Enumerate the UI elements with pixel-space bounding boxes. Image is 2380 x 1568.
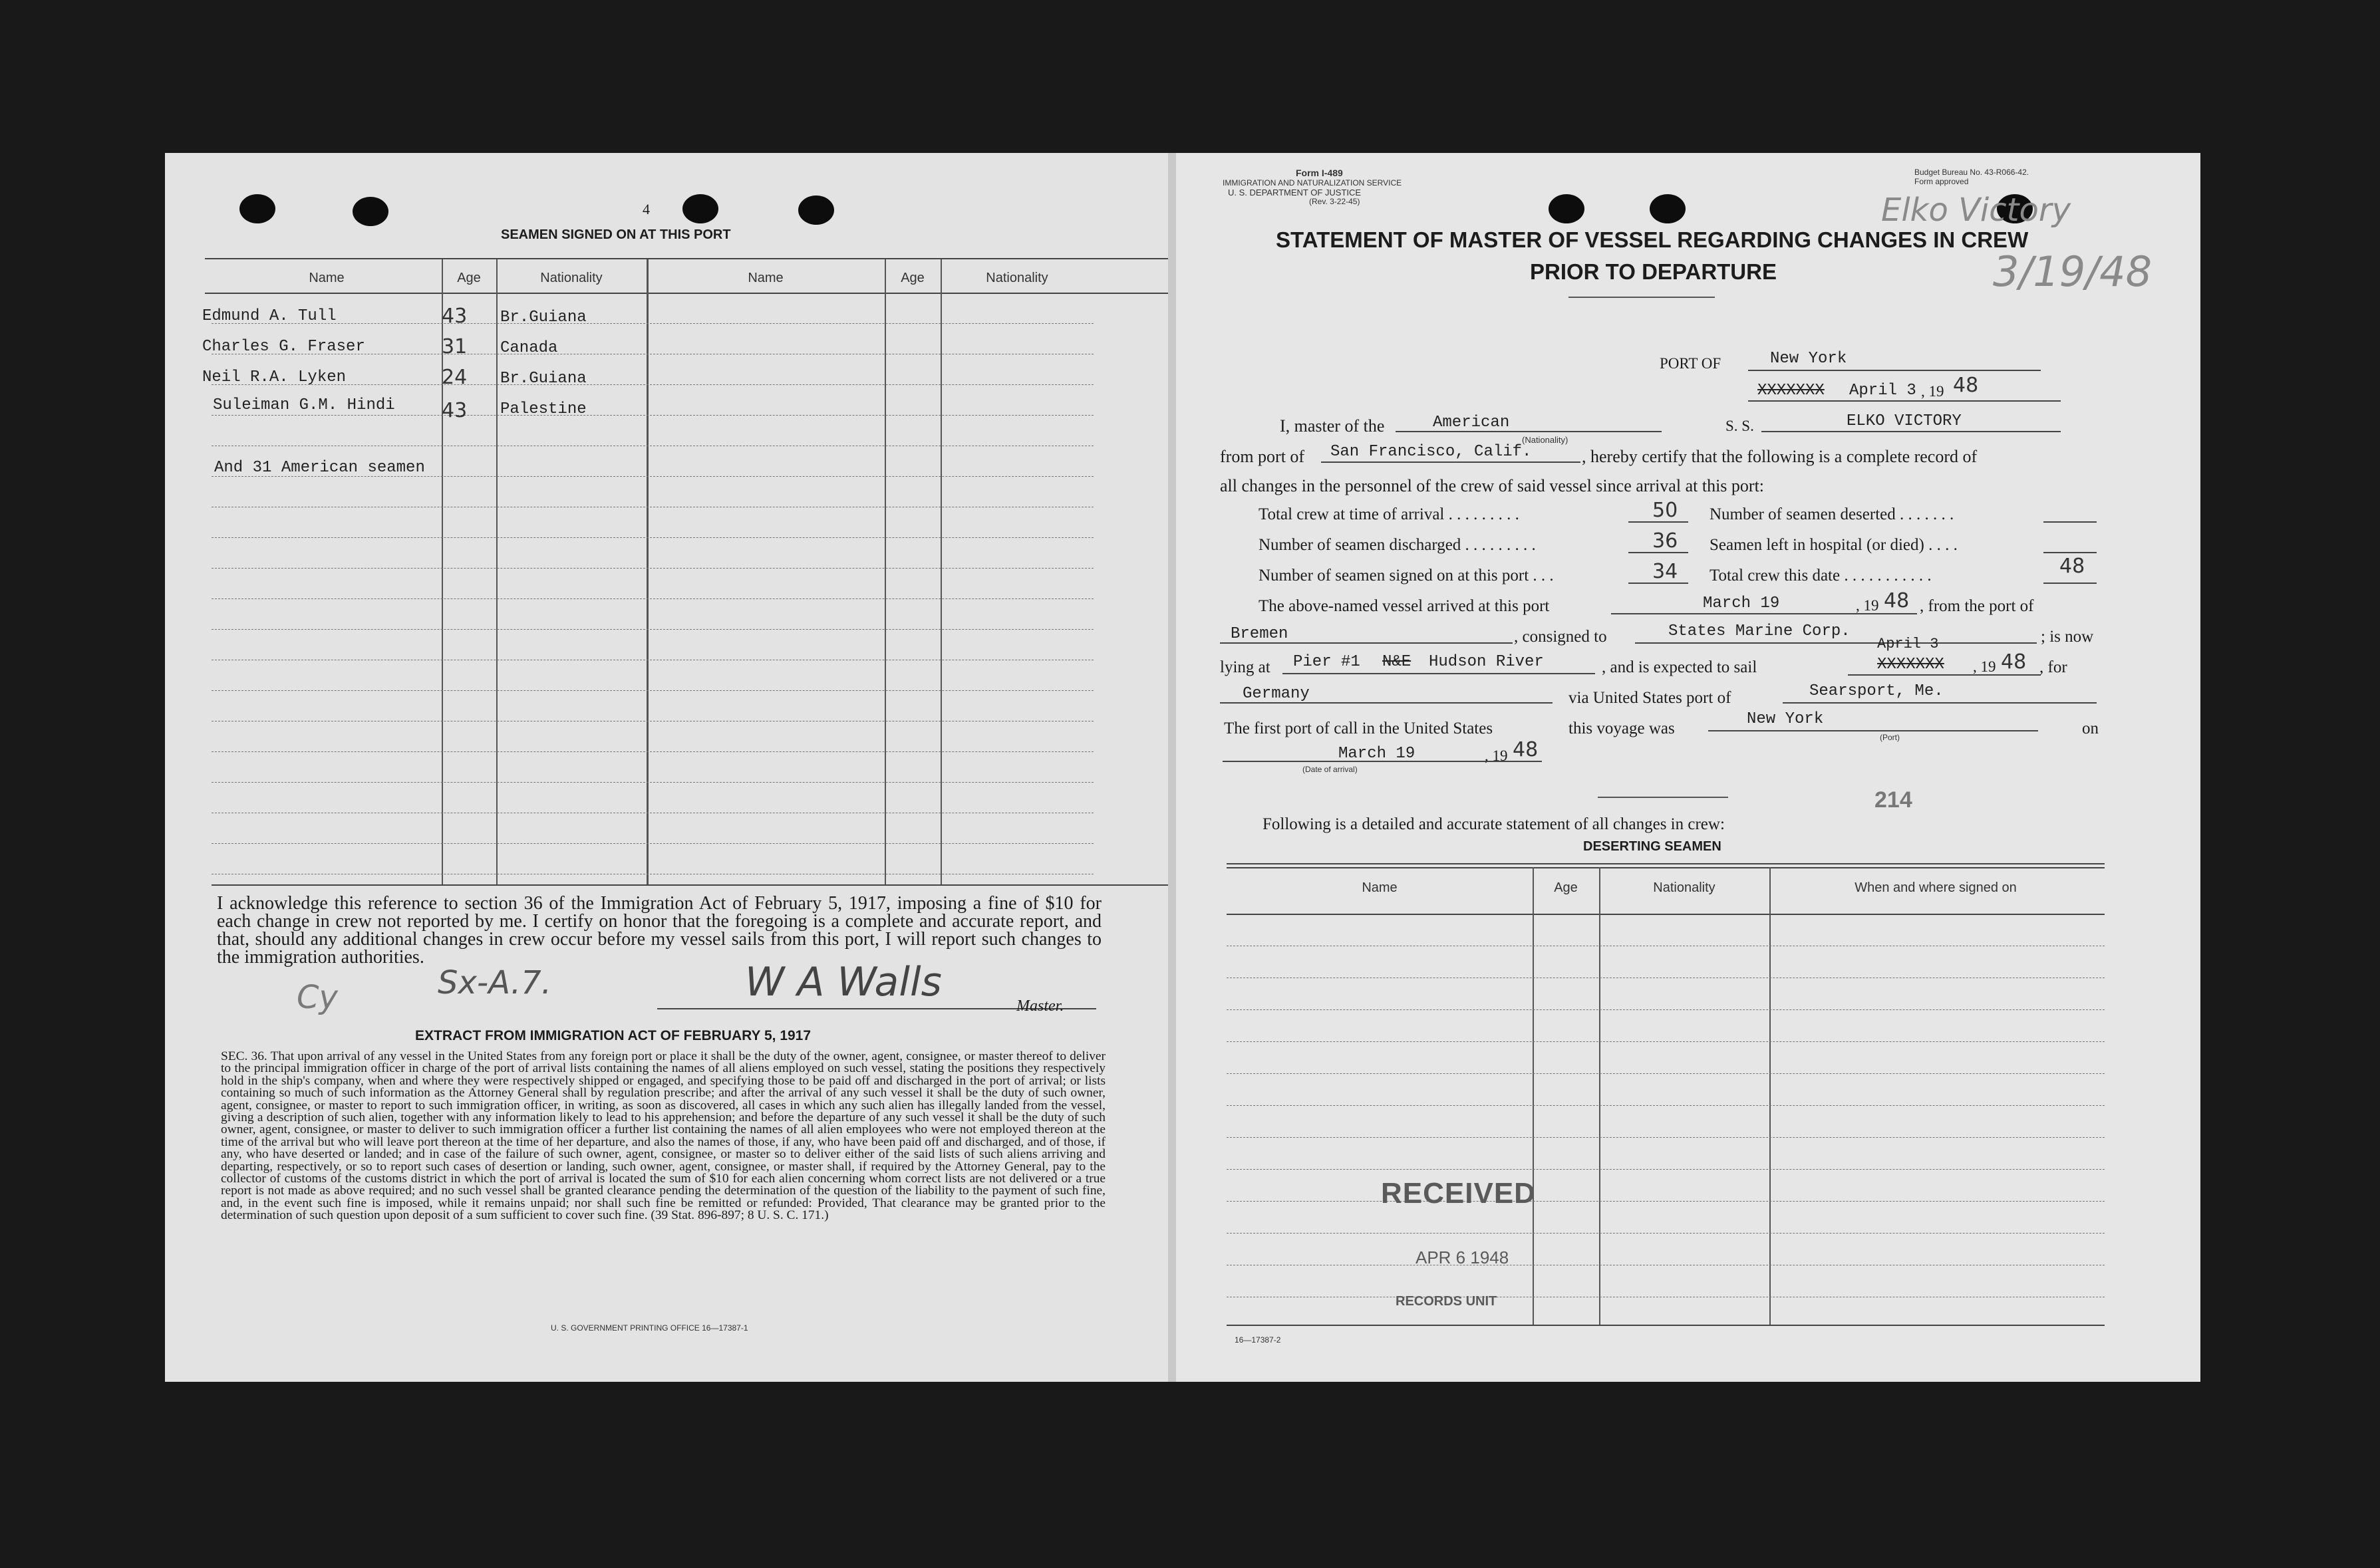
table-top-rule [1227,867,2105,868]
col-header-age: Age [457,271,481,285]
berth-prefix: Pier #1 [1293,653,1360,671]
records-unit-stamp: RECORDS UNIT [1396,1294,1497,1309]
form-title: STATEMENT OF MASTER OF VESSEL REGARDING CHANGES IN CREW [1276,227,2029,252]
date-year: 48 [1953,374,1979,397]
master-of-label: I, master of the [1280,416,1385,436]
stat-discharged-label: Number of seamen discharged . . . . . . . . . [1259,536,1536,554]
col-divider [1533,867,1534,1326]
port-line [1748,370,2041,371]
col-divider [647,259,649,884]
budget-line-1: Budget Bureau No. 43-R066-42. [1914,168,2029,177]
printer-line: U. S. GOVERNMENT PRINTING OFFICE 16—17387-1 [551,1323,748,1333]
acknowledgement-text: I acknowledge this reference to section 36 of the Immigration Act of February 5, 1917, imposing a fine of $10 for each change in crew not reported by me. I certify on honor that the foregoing is a complete and accurate report, and that, should any additional changes in crew occur before my vessel sails from this port, I will report such changes to the immigration authorities. [217,893,1102,968]
via-label: via United States port of [1568,689,1731,707]
form-subtitle: PRIOR TO DEPARTURE [1530,259,1777,284]
date-year-prefix: , 19 [1921,383,1944,400]
berth-line [1282,673,1595,674]
desert-col-when-where: When and where signed on [1855,880,2017,895]
destination: Germany [1243,685,1310,703]
table-bottom-rule [1227,1325,2105,1326]
row-rule [1227,1105,2105,1106]
nationality-line [1396,431,1662,432]
punch-hole [353,197,388,226]
page-number: 4 [643,201,650,217]
row-rule [212,690,1094,691]
budget-line-2: Form approved [1914,177,1969,186]
row-rule [1227,1137,2105,1138]
destination-line [1220,702,1553,704]
stat-line [1628,583,1688,584]
sail-year-prefix: , 19 [1973,658,1996,675]
punch-hole [682,194,718,223]
certify-text-2: all changes in the personnel of the crew of said vessel since arrival at this port: [1220,476,1765,495]
seaman-nationality: Br.Guiana [500,309,587,327]
statute-text: SEC. 36. That upon arrival of any vessel in the United States from any foreign port or place it shall be the duty of the owner, agent, consignee, or master thereof to deliver to the principal immigration officer in charge of the port of arrival lists containing the names of all aliens employed on such vessel, stating the positions they respectively hold in the ship's company, when and where they were respectively shipped or engaged, and specifying those to be paid off and discharged in the port of arrival; or lists containing so much of such information as the Attorney General shall by regulation prescribe; and after the arrival of any such vessel it shall be the duty of such owner, agent, consignee, or master to report to such immigration officer, in writing, as soon as discovered, all cases in which any such alien has illegally landed from the vessel, giving a description of such alien, together with any information likely to lead to his apprehension; and before the departure of any such vessel it shall be the duty of such owner, agent, consignee, or master to deliver to such immigration officer a further list containing the names of all alien employees who were not employed thereon at the time of the arrival but who will leave port thereon at the time of her departure, and also the names of those, if any, who have been paid off and discharged, and of those, if any, who have deserted or landed; and in case of the failure of such owner, agent, consignee, or master so to deliver either of the said lists of such aliens arriving and departing, respectively, or so to report such cases of desertion or landing, such owner, agent, consignee, or master shall, if required by the Attorney General, pay to the collector of customs of the customs district in which the port of arrival is located the sum of $10 for each alien concerning whom correct lists are not delivered or a true report is not made as above required; and no such vessel shall be granted clearance pending the determination of the question of the liability to the payment of such fine, and, in the event such fine is imposed, while it remains unpaid; nor shall such fine be remitted or refunded: Provided, That clearance may be granted prior to the determination of such question upon deposit of a sum sufficient to cover such fine. (39 Stat. 896-897; 8 U. S. C. 171.) [221,1049,1106,1223]
first-port-date-line [1223,761,1542,762]
stat-line [2043,521,2097,523]
row-rule [212,751,1094,752]
punch-hole [798,196,834,225]
stat-discharged-value: 36 [1652,529,1678,553]
this-voyage-label: this voyage was [1568,719,1675,737]
from-the-port-of-label: , from the port of [1920,597,2034,615]
seamen-signed-on-title: SEAMEN SIGNED ON AT THIS PORT [501,227,731,242]
stat-total-crew-value: 50 [1652,499,1678,522]
col-divider [885,259,886,884]
row-rule [1227,1201,2105,1202]
col-divider [941,259,942,884]
arrival-date: March 19 [1703,594,1780,612]
stat-total-this-date-label: Total crew this date . . . . . . . . . . . [1710,567,1932,585]
col-divider [1769,867,1771,1326]
table-bottom-rule [212,884,1276,886]
seaman-nationality: Canada [500,339,558,357]
sail-label: , and is expected to sail [1602,658,1757,676]
consigned-label: , consigned to [1514,628,1607,646]
punch-hole [239,194,275,223]
stamp-number: 214 [1874,787,1912,813]
american-seamen-note: And 31 American seamen [214,459,425,477]
via-port: Searsport, Me. [1809,682,1944,700]
seaman-name: Edmund A. Tull [202,307,337,325]
stat-line [1628,552,1688,553]
desert-col-nationality: Nationality [1653,880,1715,895]
row-rule [212,782,1094,783]
seaman-age: 43 [442,399,468,422]
row-rule [212,598,1094,599]
lying-at-label: lying at [1220,658,1270,676]
punch-hole [1549,194,1584,223]
port-value: New York [1770,350,1847,368]
received-stamp: RECEIVED [1381,1177,1536,1210]
stat-deserted-label: Number of seamen deserted . . . . . . . [1710,505,1954,523]
first-port-year: 48 [1513,738,1539,761]
stat-line [2043,552,2097,553]
seaman-name: Charles G. Fraser [202,338,365,356]
col-header-name: Name [309,271,345,285]
col-header-nationality: Nationality [540,271,603,285]
separator-rule [1598,797,1728,798]
agency-line-2: U. S. DEPARTMENT OF JUSTICE [1228,188,1362,197]
title-rule [1568,297,1715,298]
stat-line [2043,583,2097,584]
form-id: Form I-489 [1296,168,1343,178]
port-caption: (Port) [1880,733,1900,742]
from-port-value: San Francisco, Calif. [1330,443,1532,461]
master-signature: W A Walls [745,959,942,1005]
row-rule [212,629,1094,630]
table-header-rule [1227,914,2105,915]
received-date-stamp: APR 6 1948 [1415,1247,1509,1267]
punch-hole [1650,194,1686,223]
sail-date-struck: XXXXXXX [1877,656,1944,674]
stat-signed-on-value: 34 [1652,560,1678,583]
origin-port: Bremen [1231,625,1288,643]
first-port-label: The first port of call in the United States [1224,719,1493,737]
row-rule [212,537,1094,538]
annotation-ship-name: Elko Victory [1881,192,2071,229]
first-port-year-prefix: , 19 [1485,747,1508,764]
signature-role: Master. [1016,997,1064,1015]
deserting-seamen-title: DESERTING SEAMEN [1583,839,1721,854]
is-now-label: ; is now [2041,628,2094,646]
date-of-arrival-caption: (Date of arrival) [1302,765,1358,774]
seaman-age: 43 [442,305,468,328]
origin-port-line [1220,642,1513,644]
date-struck: XXXXXXX [1757,382,1825,400]
col-divider [1599,867,1600,1326]
seaman-age: 24 [442,366,468,389]
desert-col-name: Name [1362,880,1398,895]
row-rule [212,843,1094,844]
seaman-nationality: Palestine [500,400,587,418]
desert-col-age: Age [1554,880,1578,895]
row-rule [1227,1009,2105,1010]
left-page [165,153,1171,1382]
row-rule [1227,1073,2105,1074]
port-of-label: PORT OF [1660,355,1721,372]
sail-date: April 3 [1877,636,1939,652]
arrived-label: The above-named vessel arrived at this port [1259,597,1550,615]
first-port-date: March 19 [1338,745,1415,763]
first-port-line [1708,730,2038,731]
seaman-nationality: Br.Guiana [500,370,587,388]
from-port-label: from port of [1220,447,1305,466]
seaman-name: Neil R.A. Lyken [202,368,347,386]
ss-label: S. S. [1725,418,1754,434]
initials-1: Cy [297,979,338,1016]
vessel-name: ELKO VICTORY [1847,412,1962,430]
form-revision: (Rev. 3-22-45) [1309,197,1360,206]
stat-line [1628,521,1688,523]
vessel-line [1761,431,2061,432]
arrival-year: 48 [1884,589,1910,612]
col-header-age-2: Age [901,271,925,285]
seaman-age: 31 [442,335,468,358]
arrival-year-prefix: , 19 [1856,597,1879,614]
first-port: New York [1747,710,1824,728]
consignee-line [1635,642,2037,644]
stat-total-crew-label: Total crew at time of arrival . . . . . . . . . [1259,505,1519,523]
row-rule [1227,1233,2105,1234]
following-text: Following is a detailed and accurate statement of all changes in crew: [1263,815,1725,833]
agency-line-1: IMMIGRATION AND NATURALIZATION SERVICE [1223,178,1402,188]
stat-signed-on-label: Number of seamen signed on at this port . . . [1259,567,1554,585]
berth-suffix: Hudson River [1429,653,1544,671]
col-header-name-2: Name [748,271,784,285]
table-header-rule [205,293,1269,294]
row-rule [1227,1041,2105,1042]
for-label: , for [2039,658,2067,676]
date-value: April 3 [1849,382,1916,400]
via-port-line [1783,702,2097,704]
initials-2: Sx-A.7. [438,964,551,1001]
extract-title: EXTRACT FROM IMMIGRATION ACT OF FEBRUARY 5, 1917 [415,1028,812,1043]
table-top-rule [205,258,1269,259]
stat-total-this-date-value: 48 [2059,555,2085,578]
nationality-value: American [1433,414,1510,432]
certify-text: , hereby certify that the following is a complete record of [1582,447,1978,466]
arrival-line [1611,613,1917,614]
row-rule [1227,1169,2105,1170]
col-divider [496,259,498,884]
on-label: on [2082,719,2099,737]
annotation-date: 3/19/48 [1993,247,2153,296]
form-code: 16—17387-2 [1235,1335,1281,1345]
row-rule [212,568,1094,569]
nationality-caption: (Nationality) [1522,435,1568,445]
seaman-name: Suleiman G.M. Hindi [213,396,395,414]
sail-year: 48 [2001,650,2027,674]
stat-hospital-label: Seamen left in hospital (or died) . . . . [1710,536,1958,554]
berth-struck: N&E [1382,653,1412,671]
row-rule [212,323,1094,324]
col-header-nationality-2: Nationality [986,271,1048,285]
row-rule [212,415,1094,416]
sail-line [1848,674,2041,676]
table-top-rule [1227,863,2105,864]
date-line [1748,400,2061,402]
from-port-line [1321,461,1580,463]
consignee: States Marine Corp. [1668,622,1851,640]
right-page [1176,153,2200,1382]
